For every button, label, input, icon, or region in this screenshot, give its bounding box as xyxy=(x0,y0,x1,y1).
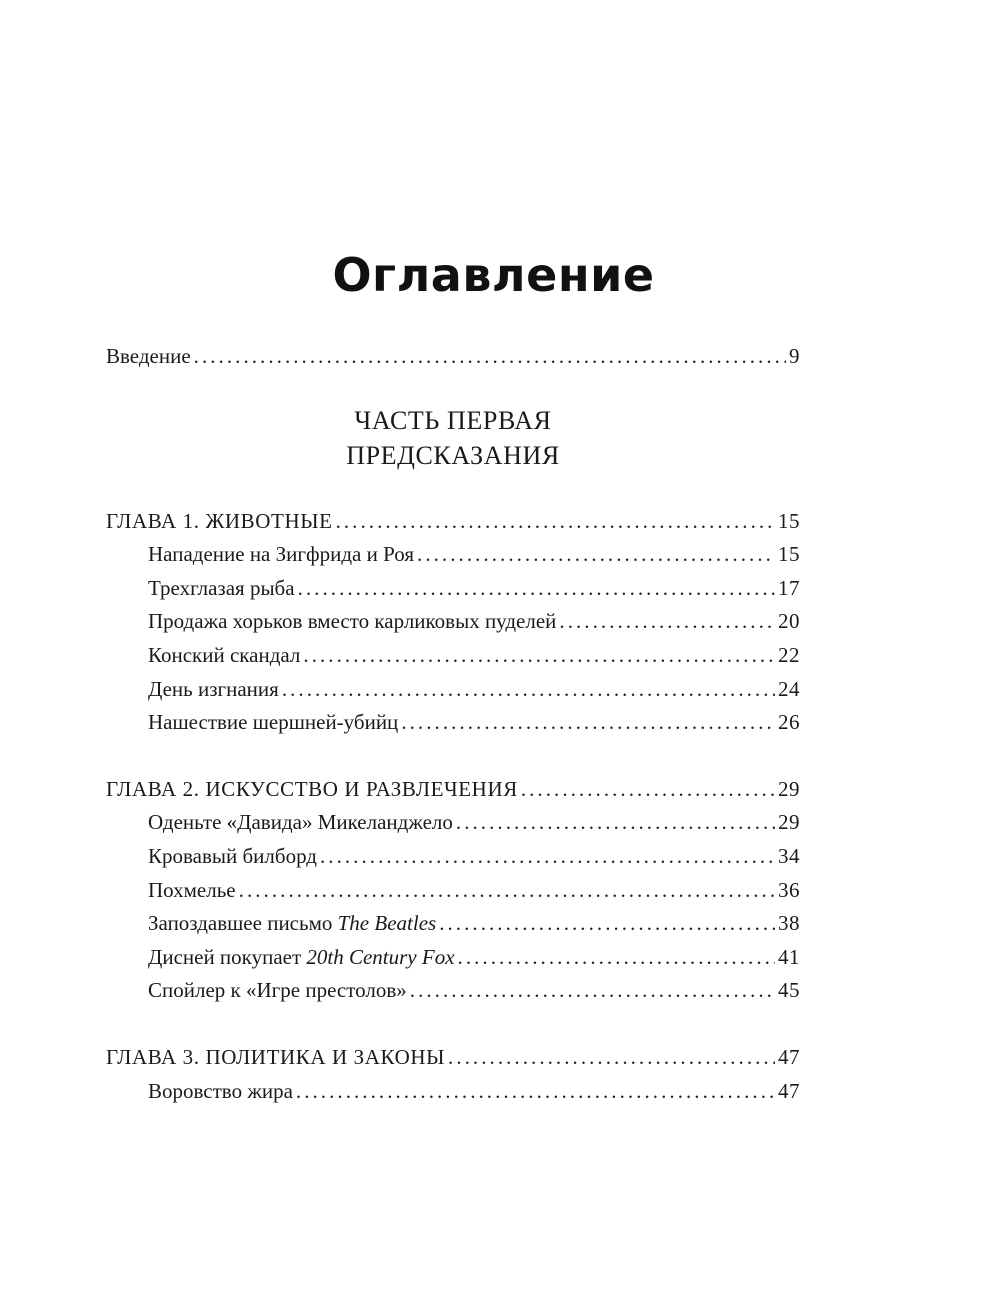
dot-leader xyxy=(456,806,775,840)
toc-entry-label: Трехглазая рыба xyxy=(148,575,295,600)
dot-leader xyxy=(448,1041,775,1075)
toc-entry-label: День изгнания xyxy=(148,676,279,701)
dot-leader xyxy=(303,639,775,673)
toc-entry-page: 47 xyxy=(778,1078,800,1103)
section-gap xyxy=(106,1008,800,1041)
toc-entry[interactable] xyxy=(106,538,800,572)
toc-entry-label-plain: Дисней покупает xyxy=(148,944,307,969)
toc-entry[interactable] xyxy=(106,673,800,707)
toc-entry-page: 22 xyxy=(778,642,800,667)
toc-entry-page: 29 xyxy=(778,776,800,801)
toc-entry-page: 34 xyxy=(778,843,800,868)
toc-entry-page: 17 xyxy=(778,575,800,600)
toc-entry[interactable] xyxy=(106,1075,800,1109)
toc-entry-label: Введение xyxy=(106,344,191,368)
dot-leader xyxy=(521,773,775,807)
part-heading-line1: ЧАСТЬ ПЕРВАЯ xyxy=(354,405,552,435)
dot-leader xyxy=(458,941,775,975)
toc-entry-page: 45 xyxy=(778,978,800,1003)
section-gap xyxy=(106,740,800,773)
dot-leader xyxy=(298,572,775,606)
toc-entry[interactable] xyxy=(106,572,800,606)
dot-leader xyxy=(401,706,775,740)
toc-entry-page: 26 xyxy=(778,710,800,735)
dot-leader xyxy=(439,907,775,941)
toc-entry-label: Воровство жира xyxy=(148,1078,293,1103)
toc-entry[interactable] xyxy=(106,706,800,740)
toc-entry-label xyxy=(148,907,436,941)
toc-entry-label: Кровавый билборд xyxy=(148,843,317,868)
toc-entry-page: 15 xyxy=(778,508,800,533)
toc-entry[interactable] xyxy=(106,941,800,975)
toc-entry[interactable] xyxy=(106,907,800,941)
toc-entry-page: 9 xyxy=(789,344,800,368)
dot-leader xyxy=(559,605,775,639)
toc-entry-label: Похмелье xyxy=(148,877,236,902)
toc-entry-page: 20 xyxy=(778,609,800,634)
toc-entry-label: Нашествие шершней-убийц xyxy=(148,710,399,735)
toc-entry-page: 47 xyxy=(778,1044,800,1069)
toc-chapter-3[interactable] xyxy=(106,1041,800,1075)
toc-entry-label-plain: Запоздавшее письмо xyxy=(148,911,338,936)
dot-leader xyxy=(194,340,786,374)
toc-chapter-1[interactable] xyxy=(106,505,800,539)
toc-entry[interactable] xyxy=(106,605,800,639)
toc-entry-label: Оденьте «Давида» Микеланджело xyxy=(148,810,453,835)
toc-entry[interactable] xyxy=(106,840,800,874)
part-heading-line2: ПРЕДСКАЗАНИЯ xyxy=(346,440,560,470)
table-of-contents xyxy=(106,340,800,1108)
toc-entry-page: 36 xyxy=(778,877,800,902)
toc-chapter-label: ГЛАВА 2. ИСКУССТВО И РАЗВЛЕЧЕНИЯ xyxy=(106,776,518,801)
dot-leader xyxy=(417,538,775,572)
toc-entry-label: Спойлер к «Игре престолов» xyxy=(148,978,407,1003)
page-title: Оглавление xyxy=(332,248,655,302)
dot-leader xyxy=(296,1075,775,1109)
dot-leader xyxy=(239,874,775,908)
toc-entry-intro[interactable] xyxy=(106,340,800,374)
dot-leader xyxy=(320,840,775,874)
toc-entry[interactable] xyxy=(106,874,800,908)
toc-entry[interactable] xyxy=(106,639,800,673)
toc-entry-page: 24 xyxy=(778,676,800,701)
toc-entry-page: 38 xyxy=(778,911,800,936)
part-heading xyxy=(106,403,800,473)
toc-entry[interactable] xyxy=(106,974,800,1008)
toc-entry-label-italic: 20th Century Fox xyxy=(306,944,455,969)
dot-leader xyxy=(282,673,775,707)
toc-entry-label-italic: The Beatles xyxy=(337,911,437,936)
toc-entry-page: 15 xyxy=(778,542,800,567)
toc-entry-page: 41 xyxy=(778,944,800,969)
toc-chapter-2[interactable] xyxy=(106,773,800,807)
dot-leader xyxy=(336,505,775,539)
toc-chapter-label: ГЛАВА 3. ПОЛИТИКА И ЗАКОНЫ xyxy=(106,1044,446,1069)
dot-leader xyxy=(410,974,775,1008)
toc-entry[interactable] xyxy=(106,806,800,840)
toc-chapter-label: ГЛАВА 1. ЖИВОТНЫЕ xyxy=(106,508,333,533)
toc-entry-label: Нападение на Зигфрида и Роя xyxy=(148,542,415,567)
toc-entry-page: 29 xyxy=(778,810,800,835)
toc-entry-label: Продажа хорьков вместо карликовых пуделей xyxy=(148,609,557,634)
toc-entry-label: Конский скандал xyxy=(148,642,301,667)
toc-entry-label xyxy=(148,941,455,975)
